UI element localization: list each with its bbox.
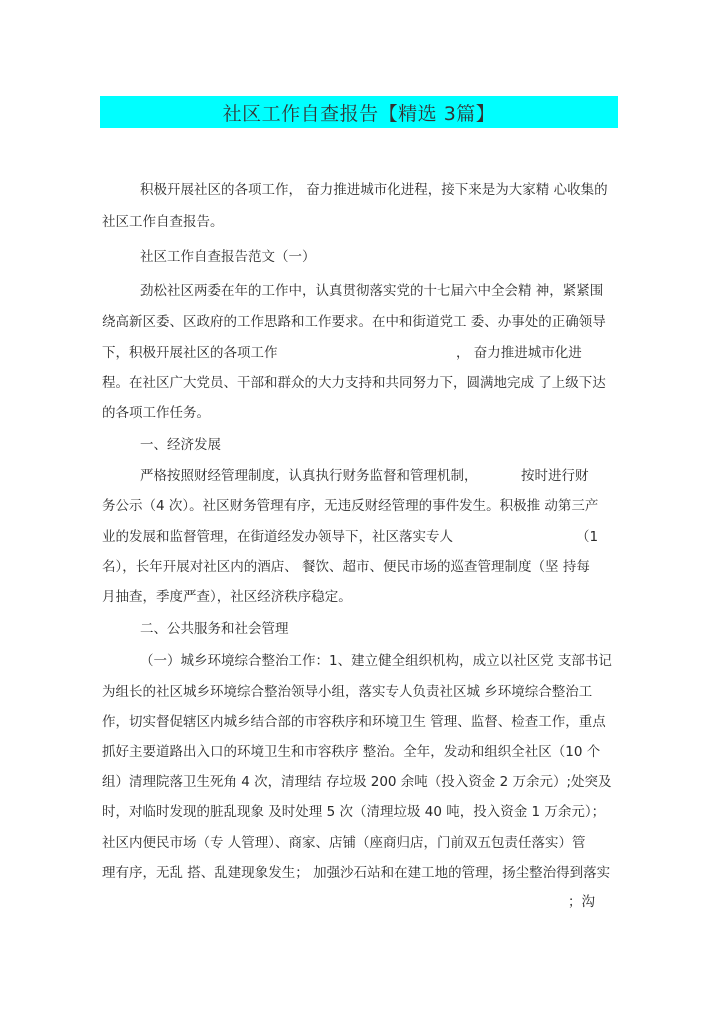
paragraph-line: 下，积极幵展社区的各项工作 (102, 345, 278, 361)
paragraph-line: 时，对临时发现的脏乱现象 及时处理 5 次（清理垃圾 40 吨，投入资金 1 万余元）； (102, 804, 606, 820)
paragraph-line: 社区工作自查报告。 (102, 214, 224, 230)
paragraph-line: 务公示（4 次）。社区财务管理有序，无违反财经管理的事件发生。积极推 动第三产 (102, 498, 599, 514)
paragraph-line: （一）城乡环境综合整治工作：1、建立健全组织机构，成立以社区党 支部书记 (140, 653, 612, 669)
paragraph-line: 月抽查，季度严查），社区经济秩序稳定。 (102, 589, 352, 605)
paragraph-line: 作，切实督促辖区内城乡结合部的市容秩序和环境卫生 管理、监督、检查工作，重点 (102, 714, 606, 730)
paragraph-line: 为组长的社区城乡环境综合整治领导小组，落实专人负责社区城 乡环境综合整治工 (102, 684, 593, 700)
paragraph-line: 的各项工作任务。 (102, 405, 210, 421)
paragraph-line: 理有序，无乱 搭、乱建现象发生； 加强沙石站和在建工地的管理，扬尘整治得到落实 (102, 865, 611, 881)
paragraph-line: 绕高新区委、区政府的工作思路和工作要求。在中和街道党工 委、办事处的正确领导 (102, 314, 606, 330)
paragraph-line: 社区内便民市场（专 人管理）、商家、店铺（座商归店，门前双五包责任落实）管 (102, 835, 586, 851)
section-heading: 一、经济发展 (140, 437, 221, 453)
paragraph-line: 程。在社区广大党员、干部和群众的大力支持和共同努力下，圆满地完成 了上级下达 (102, 375, 606, 391)
section-heading: 社区工作自查报告范文（一） (140, 249, 316, 265)
section-heading: 二、公共服务和社会管理 (140, 621, 289, 637)
document-title: 社区工作自查报告【精选 3篇】 (222, 102, 496, 125)
paragraph-line: ；沟 (568, 894, 595, 910)
paragraph-line: 按时进行财 (521, 468, 589, 484)
paragraph-line: 抓好主要道路出入口的环境卫生和市容秩序 整治。全年，发动和组织全社区（10 个 (102, 744, 601, 760)
paragraph-line: 业的发展和监督管理，在街道经发办领导下，社区落实专人 (102, 529, 453, 545)
paragraph-line: 严格按照财经管理制度，认真执行财务监督和管理机制， (140, 468, 478, 484)
paragraph-line: 积极幵展社区的各项工作， 奋力推进城市化进程，接下来是为大家精 心收集的 (140, 182, 608, 198)
paragraph-line: 组）清理院落卫生死角 4 次，清理结 存垃圾 200 余吨（投入资金 2 万余元）;处突及 (102, 774, 612, 790)
paragraph-line: ， 奋力推进城市化进 (456, 345, 582, 361)
paragraph-line: 名），长年幵展对社区内的酒店、 餐饮、超市、便民市场的巡查管理制度（坚 持每 (102, 559, 590, 575)
paragraph-line: 劲松社区两委在年的工作中，认真贯彻落实党的十七届六中全会精 神，紧紧围 (140, 283, 604, 299)
title-banner (100, 96, 618, 128)
paragraph-line: （1 (576, 529, 599, 545)
